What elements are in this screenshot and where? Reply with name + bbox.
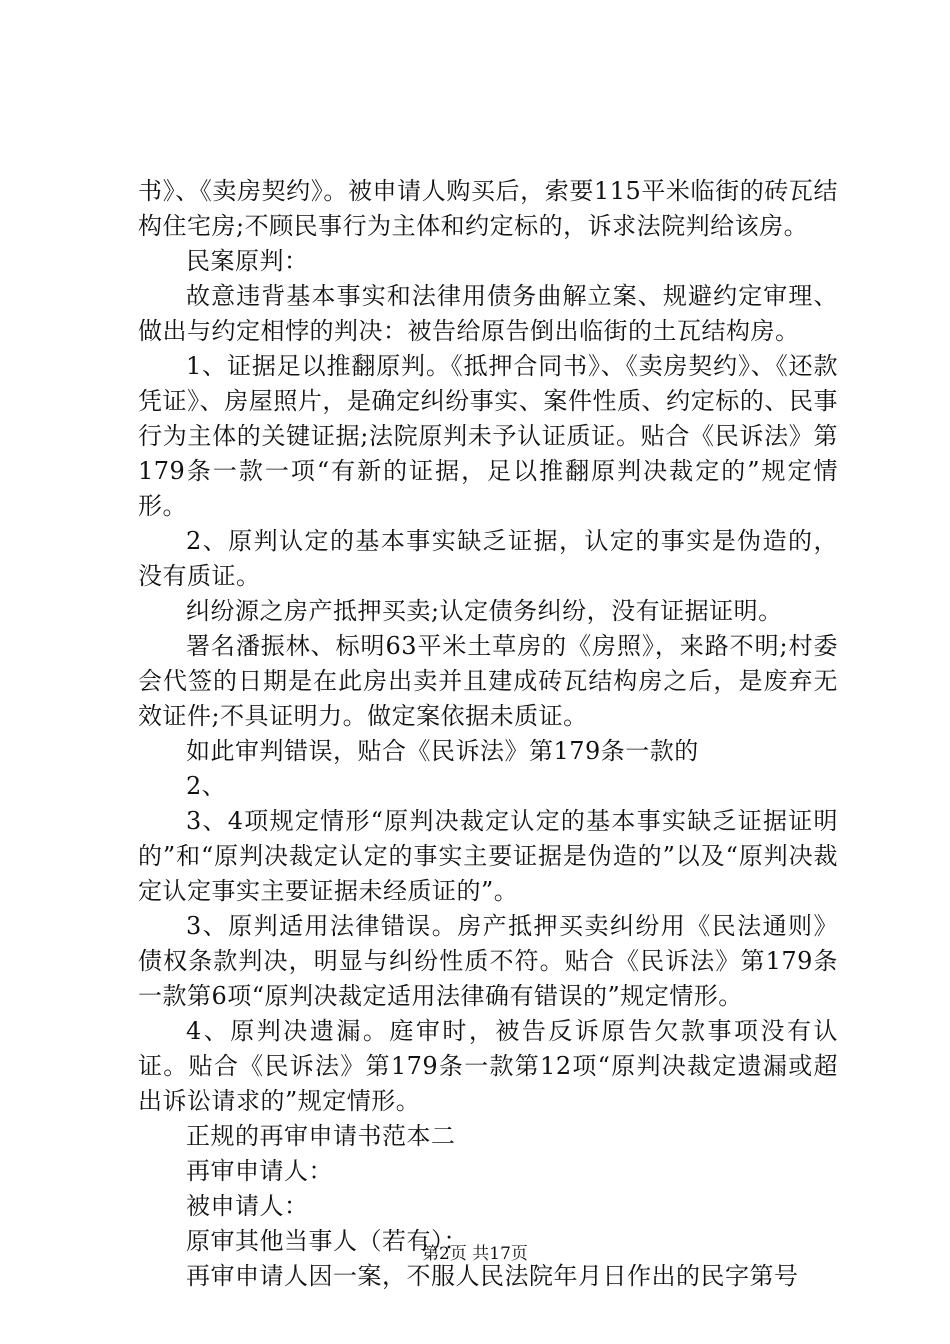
paragraph: 1、证据足以推翻原判。《抵押合同书》、《卖房契约》、《还款凭证》、房屋照片，是确定纠纷事实、案件性质、约定标的、民事行为主体的关键证据;法院原判未予认证质证。贴合《民诉法》第179条一款一项“有新的证据，足以推翻原判决裁定的”规定情形。 [138, 352, 838, 520]
paragraph: 4、原判决遗漏。庭审时，被告反诉原告欠款事项没有认证。贴合《民诉法》第179条一款第12项“原判决裁定遗漏或超出诉讼请求的”规定情形。 [138, 1017, 838, 1115]
form-field-other-parties: 原审其他当事人（若有）： [186, 1227, 468, 1255]
document-body [138, 174, 838, 1294]
paragraph: 3、原判适用法律错误。房产抵押买卖纠纷用《民法通则》债权条款判决，明显与纠纷性质不符。贴合《民诉法》第179条一款第6项“原判决裁定适用法律确有错误的”规定情形。 [138, 912, 838, 1010]
form-field-applicant: 再审申请人： [186, 1157, 333, 1185]
paragraph: 纠纷源之房产抵押买卖;认定债务纠纷，没有证据证明。 [186, 597, 783, 625]
paragraph: 故意违背基本事实和法律用债务曲解立案、规避约定审理、做出与约定相悖的判决：被告给原告倒出临街的土瓦结构房。 [138, 282, 838, 345]
paragraph: 民案原判： [186, 247, 309, 275]
paragraph: 3、4项规定情形“原判决裁定认定的基本事实缺乏证据证明的”和“原判决裁定认定的事实主要证据是伪造的”以及“原判决裁定认定事实主要证据未经质证的”。 [138, 807, 838, 905]
paragraph: 2、原判认定的基本事实缺乏证据，认定的事实是伪造的，没有质证。 [138, 527, 838, 590]
paragraph: 署名潘振林、标明63平米土草房的《房照》，来路不明;村委会代签的日期是在此房出卖并且建成砖瓦结构房之后，是废弃无效证件;不具证明力。做定案依据未质证。 [138, 632, 838, 730]
paragraph: 如此审判错误，贴合《民诉法》第179条一款的 [186, 737, 699, 765]
paragraph: 2、 [186, 772, 227, 800]
paragraph: 书》、《卖房契约》。被申请人购买后，索要115平米临街的砖瓦结构住宅房;不顾民事行为主体和约定标的，诉求法院判给该房。 [138, 177, 838, 240]
paragraph: 再审申请人因一案，不服人民法院年月日作出的民字第号 [186, 1262, 799, 1290]
section-heading: 正规的再审申请书范本二 [186, 1122, 456, 1150]
page-number: 第2页 共17页 [422, 1244, 528, 1264]
form-field-respondent: 被申请人： [186, 1192, 309, 1220]
page-footer [0, 1243, 950, 1265]
